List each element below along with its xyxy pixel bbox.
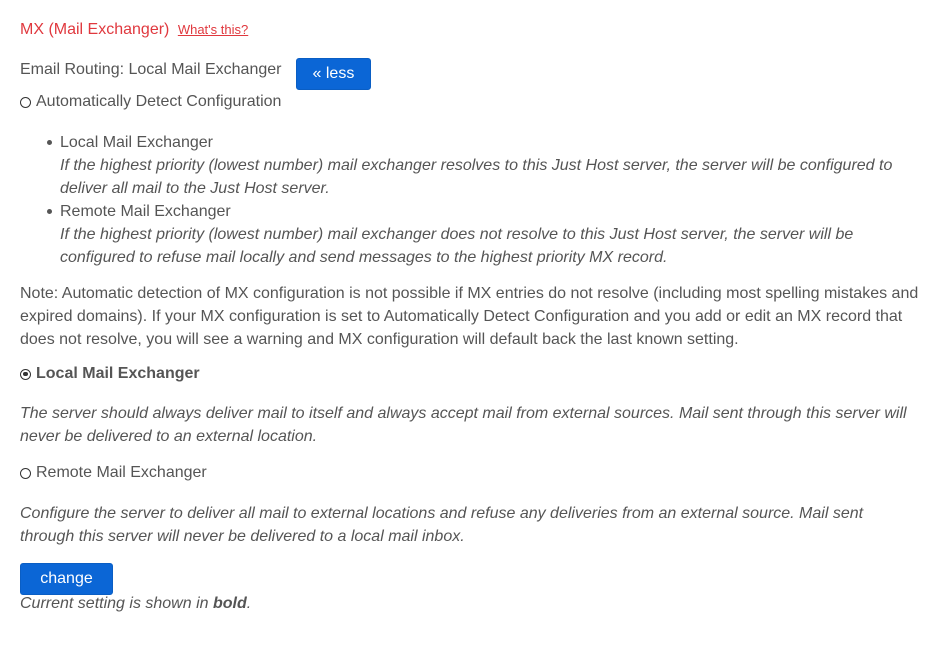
mx-title: MX (Mail Exchanger)	[20, 21, 170, 38]
bullet-title: Local Mail Exchanger	[60, 134, 213, 151]
radio-option-local[interactable]	[20, 365, 200, 383]
radio-local[interactable]	[20, 369, 31, 380]
radio-remote[interactable]	[20, 468, 31, 479]
email-routing-row	[20, 58, 371, 90]
whats-this-link[interactable]: What's this?	[177, 22, 249, 37]
radio-auto-label: Automatically Detect Configuration	[36, 93, 282, 110]
mx-header	[20, 21, 248, 43]
bullet-title: Remote Mail Exchanger	[60, 203, 231, 220]
radio-local-label: Local Mail Exchanger	[36, 365, 200, 382]
bullet-icon	[47, 140, 52, 145]
current-setting-note	[20, 595, 251, 613]
current-setting-suffix: .	[246, 595, 252, 612]
radio-option-remote[interactable]	[20, 464, 207, 482]
bullet-desc: If the highest priority (lowest number) mail exchanger does not resolve to this Just Host server, the server will be configured to refuse mail locally and send messages to the highest priority MX record.	[60, 226, 854, 266]
remote-description: Configure the server to deliver all mail to external locations and refuse any deliveries from an external source. Mail sent through this server will never be delivered to a local mail inbox.	[20, 505, 864, 545]
current-setting-prefix: Current setting is shown in	[20, 595, 213, 612]
email-routing-label: Email Routing: Local Mail Exchanger	[20, 61, 282, 78]
bullet-icon	[47, 209, 52, 214]
radio-auto[interactable]	[20, 97, 31, 108]
radio-remote-label: Remote Mail Exchanger	[36, 464, 207, 481]
auto-detect-note: Note: Automatic detection of MX configuration is not possible if MX entries do not resolve (including most spelling mistakes and expired domains). If your MX configuration is set to Automatically Detect Configuration and you add or edit an MX record that does not resolve, you will see a warning and MX configuration will default back the last known setting.	[20, 285, 919, 348]
bullet-desc: If the highest priority (lowest number) mail exchanger resolves to this Just Host server, the server will be configured to deliver all mail to the Just Host server.	[60, 157, 893, 197]
list-item	[44, 131, 924, 200]
auto-detect-bullets	[44, 131, 924, 269]
change-button[interactable]: change	[20, 563, 113, 595]
list-item	[44, 200, 924, 269]
current-setting-bold: bold	[212, 595, 247, 612]
radio-option-auto[interactable]	[20, 93, 281, 111]
less-button[interactable]: « less	[296, 58, 371, 90]
local-description: The server should always deliver mail to itself and always accept mail from external sources. Mail sent through this server will never be delivered to an external location.	[20, 405, 907, 445]
